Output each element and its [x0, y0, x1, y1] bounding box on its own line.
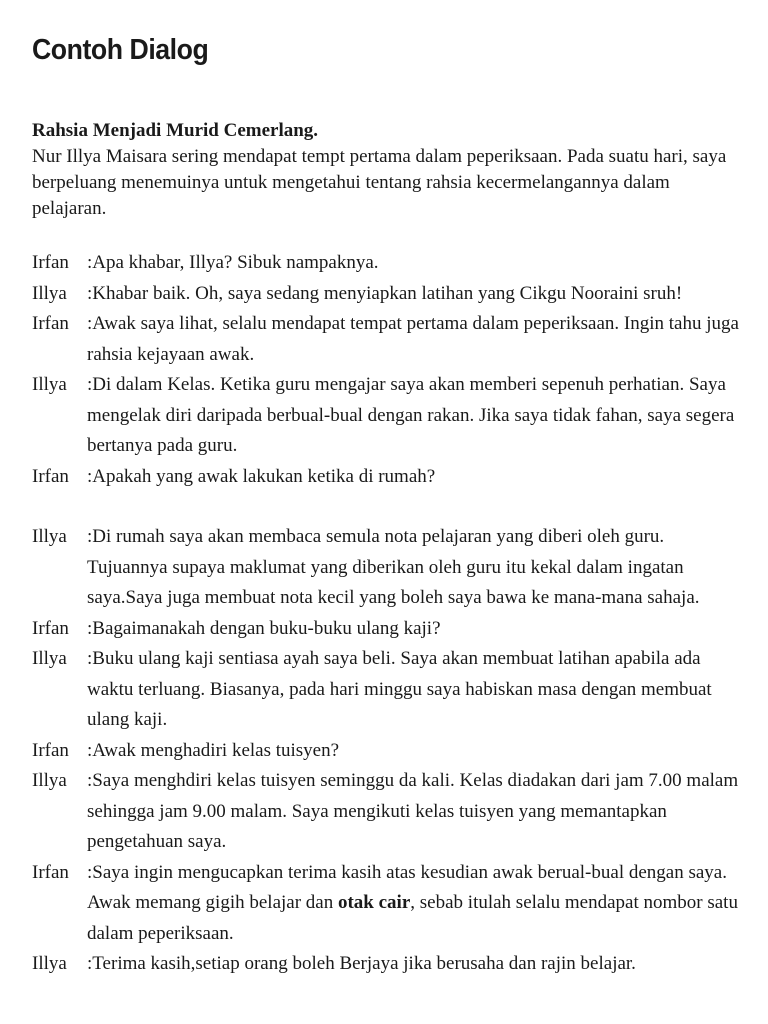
speech-text: :Saya menghdiri kelas tuisyen seminggu da kali. Kelas diadakan dari jam 7.00 malam sehingga jam 9.00 malam. Saya mengikuti kelas tuisyen yang memantapkan pengetahuan saya. [87, 770, 739, 852]
speech-text: :Khabar baik. Oh, saya sedang menyiapkan latihan yang Cikgu Nooraini sruh! [87, 282, 683, 304]
speaker-name: Illya [32, 953, 67, 974]
speaker-name: Illya [32, 770, 67, 791]
dialog-line [32, 614, 744, 645]
dialog-line [32, 522, 744, 614]
speaker-name: Illya [32, 526, 67, 547]
dialog-line [32, 462, 744, 493]
dialog-line [32, 949, 744, 980]
speech-text: :Di dalam Kelas. Ketika guru mengajar saya akan memberi sepenuh perhatian. Saya mengelak diri daripada berbual-bual dengan rakan. Jika saya tidak fahan, saya segera bertanya pada guru. [87, 374, 735, 456]
speech-text: :Awak menghadiri kelas tuisyen? [87, 739, 340, 761]
speaker-name: Illya [32, 648, 67, 669]
speech-text-part: :Saya ingin mengucapkan terima kasih atas kesudian awak berual-bual dengan saya. Awak memang gigih belajar dan [87, 861, 727, 913]
speaker-name: Irfan [32, 617, 69, 639]
speech-text: :Bagaimanakah dengan buku-buku ulang kaji? [87, 617, 441, 639]
speaker-name: Illya [32, 374, 67, 395]
speech-text-part: , sebab itulah selalu mendapat nombor satu dalam peperiksaan. [87, 892, 738, 944]
speech-text [87, 858, 744, 950]
speaker-name: Irfan [32, 252, 69, 273]
dialog-subtitle: Rahsia Menjadi Murid Cemerlang. [32, 120, 319, 141]
speaker-name: Illya [32, 282, 67, 304]
speech-text: :Apakah yang awak lakukan ketika di rumah? [87, 465, 436, 487]
intro-paragraph: Nur Illya Maisara sering mendapat tempt pertama dalam peperiksaan. Pada suatu hari, saya berpeluang menemuinya untuk mengetahui tentang rahsia kecermelangannya dalam pelajaran. [32, 146, 727, 219]
dialog-line [32, 370, 744, 462]
dialog-list [32, 248, 744, 980]
dialog-line [32, 644, 744, 736]
speech-text: :Buku ulang kaji sentiasa ayah saya beli. Saya akan membuat latihan apabila ada waktu terluang. Biasanya, pada hari minggu saya habiskan masa dengan membuat ulang kaji. [87, 648, 712, 730]
speaker-name: Irfan [32, 861, 69, 883]
dialog-line [32, 279, 744, 310]
speech-text: :Awak saya lihat, selalu mendapat tempat pertama dalam peperiksaan. Ingin tahu juga rahsia kejayaan awak. [87, 313, 739, 365]
emphasized-phrase: otak cair [337, 892, 411, 913]
speech-text: :Terima kasih,setiap orang boleh Berjaya jika berusaha dan rajin belajar. [87, 953, 636, 974]
page-title: Contoh Dialog [32, 34, 209, 66]
speaker-name: Irfan [32, 313, 69, 334]
dialog-line [32, 766, 744, 858]
dialog-line [32, 736, 744, 767]
speaker-name: Irfan [32, 465, 69, 487]
dialog-line [32, 309, 744, 370]
speech-text: :Di rumah saya akan membaca semula nota pelajaran yang diberi oleh guru. Tujuannya supaya maklumat yang diberikan oleh guru itu kekal dalam ingatan saya.Saya juga membuat nota kecil yang boleh saya bawa ke mana-mana sahaja. [87, 526, 700, 608]
dialog-line [32, 248, 744, 279]
document-page [32, 30, 744, 980]
speaker-name: Irfan [32, 739, 69, 761]
intro-section [32, 118, 744, 222]
dialog-line [32, 858, 744, 950]
speech-text: :Apa khabar, Illya? Sibuk nampaknya. [87, 252, 379, 273]
